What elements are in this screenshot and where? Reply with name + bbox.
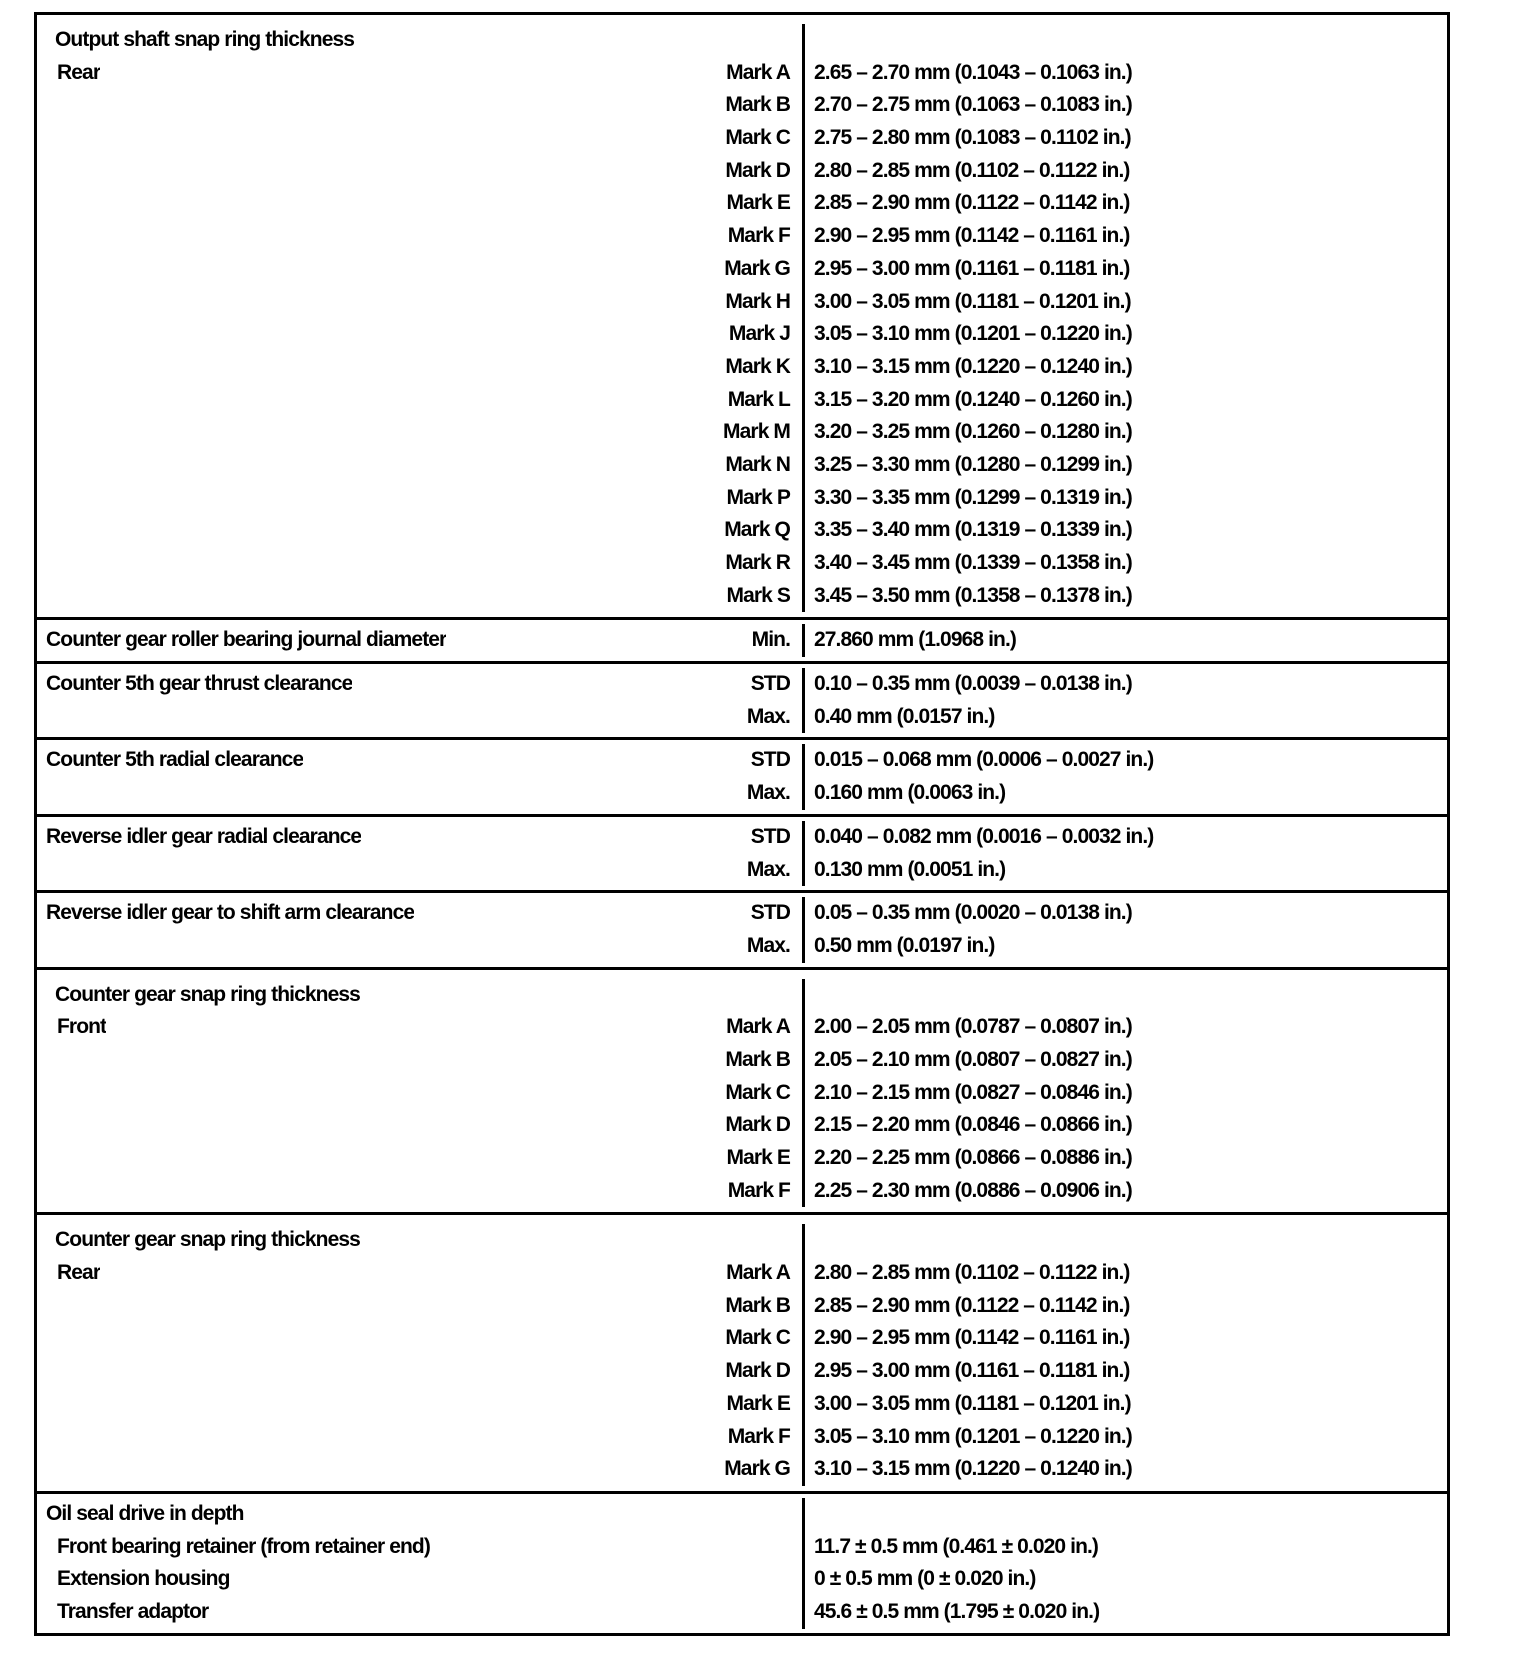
mark-label: Mark C [725, 126, 790, 150]
label-column [37, 897, 805, 962]
section-title: Counter 5th gear thrust clearance [46, 672, 353, 696]
spec-value: 3.00 – 3.05 mm (0.1181 – 0.1201 in.) [814, 289, 1131, 313]
spec-row-label [37, 1453, 802, 1486]
spec-table [34, 12, 1450, 1636]
spec-value: 3.05 – 3.10 mm (0.1201 – 0.1220 in.) [814, 1424, 1132, 1448]
spec-row-label [37, 897, 802, 930]
mark-label: Mark F [727, 1178, 790, 1202]
value-column [805, 897, 1447, 962]
spec-row-label [37, 1175, 802, 1208]
spec-row-label [37, 854, 802, 887]
spec-section-reverse-idler-shift-arm [37, 890, 1447, 966]
spec-value: 2.10 – 2.15 mm (0.0827 – 0.0846 in.) [814, 1080, 1132, 1104]
section-title: Reverse idler gear to shift arm clearance [46, 901, 415, 925]
mark-label: Mark E [726, 1146, 790, 1169]
mark-label: Mark A [726, 1015, 790, 1039]
mark-label: Mark C [725, 1326, 790, 1350]
mark-label: Mark Q [724, 518, 790, 542]
spec-value: 11.7 ± 0.5 mm (0.461 ± 0.020 in.) [814, 1534, 1099, 1558]
spec-value: 2.90 – 2.95 mm (0.1142 – 0.1161 in.) [814, 1326, 1130, 1350]
spec-row-label [37, 580, 802, 613]
spec-row-label [37, 416, 802, 449]
spec-value: 2.95 – 3.00 mm (0.1161 – 0.1181 in.) [814, 256, 1130, 280]
spec-value: 2.05 – 2.10 mm (0.0807 – 0.0827 in.) [814, 1047, 1132, 1071]
spec-value: 0.50 mm (0.0197 in.) [814, 933, 995, 957]
spec-row-label [37, 384, 802, 417]
spec-value: 0.10 – 0.35 mm (0.0039 – 0.0138 in.) [814, 672, 1132, 696]
spec-value: 0.015 – 0.068 mm (0.0006 – 0.0027 in.) [814, 748, 1154, 772]
spec-row-label [37, 701, 802, 734]
spec-value: 3.45 – 3.50 mm (0.1358 – 0.1378 in.) [814, 583, 1132, 607]
spec-row-label [37, 930, 802, 963]
value-column [805, 668, 1447, 733]
spec-row-label [37, 351, 802, 384]
mark-label: Mark B [725, 1293, 790, 1317]
section-title: Counter gear snap ring thickness [55, 1228, 360, 1252]
spec-section-oil-seal-depth [37, 1491, 1447, 1633]
label-column [37, 624, 805, 657]
spec-row-label [37, 821, 802, 854]
spec-row-label [37, 1077, 802, 1110]
spec-value: 27.860 mm (1.0968 in.) [814, 628, 1016, 652]
spec-row-label [37, 253, 802, 286]
spec-value: 0.05 – 0.35 mm (0.0020 – 0.0138 in.) [814, 901, 1132, 925]
item-label: Transfer adaptor [57, 1599, 209, 1623]
spec-value: 2.80 – 2.85 mm (0.1102 – 0.1122 in.) [814, 1261, 1130, 1285]
limit-label: STD [750, 901, 790, 925]
limit-label: Max. [746, 857, 790, 881]
label-column [37, 668, 805, 733]
spec-value: 2.80 – 2.85 mm (0.1102 – 0.1122 in.) [814, 158, 1130, 182]
spec-section-counter-5th-radial [37, 737, 1447, 813]
spec-row-label [37, 514, 802, 547]
spec-value: 45.6 ± 0.5 mm (1.795 ± 0.020 in.) [814, 1599, 1100, 1623]
spec-value: 3.05 – 3.10 mm (0.1201 – 0.1220 in.) [814, 322, 1132, 346]
spec-value: 3.30 – 3.35 mm (0.1299 – 0.1319 in.) [814, 485, 1132, 509]
limit-label: STD [750, 824, 790, 848]
sub-label: Front [57, 1015, 107, 1039]
mark-label: Mark J [728, 322, 790, 346]
spec-value: 3.15 – 3.20 mm (0.1240 – 0.1260 in.) [814, 387, 1132, 411]
mark-label: Mark E [726, 1391, 790, 1415]
section-title: Counter gear snap ring thickness [55, 982, 360, 1006]
value-column [805, 1498, 1447, 1629]
mark-label: Mark L [727, 387, 790, 411]
spec-value: 2.20 – 2.25 mm (0.0866 – 0.0886 in.) [814, 1146, 1132, 1169]
spec-section-counter-gear-journal [37, 617, 1447, 661]
spec-value: 2.85 – 2.90 mm (0.1122 – 0.1142 in.) [814, 1293, 1130, 1317]
sub-label: Rear [57, 60, 101, 84]
spec-value: 3.35 – 3.40 mm (0.1319 – 0.1339 in.) [814, 518, 1132, 542]
spec-row-label [37, 286, 802, 319]
limit-label: Max. [746, 781, 790, 805]
sub-label: Rear [57, 1261, 101, 1285]
spec-row-label [37, 482, 802, 515]
spec-row-label [37, 1109, 802, 1142]
limit-label: Max. [746, 704, 790, 728]
spec-value: 3.10 – 3.15 mm (0.1220 – 0.1240 in.) [814, 1457, 1132, 1481]
spec-row-label [37, 318, 802, 351]
label-column [37, 744, 805, 809]
value-column [805, 979, 1447, 1208]
spec-row-label [37, 1322, 802, 1355]
spec-row-label [37, 57, 802, 90]
mark-label: Mark G [724, 1457, 790, 1481]
spec-value: 2.15 – 2.20 mm (0.0846 – 0.0866 in.) [814, 1113, 1132, 1137]
spec-value: 2.65 – 2.70 mm (0.1043 – 0.1063 in.) [814, 60, 1132, 84]
label-column [37, 1498, 805, 1629]
section-title: Counter gear roller bearing journal diameter [46, 628, 447, 652]
mark-label: Mark A [726, 60, 790, 84]
spec-row-label [37, 449, 802, 482]
spec-section-output-shaft-snap-ring [37, 15, 1447, 617]
mark-label: Mark G [724, 256, 790, 280]
section-title: Reverse idler gear radial clearance [46, 824, 362, 848]
spec-value: 0.040 – 0.082 mm (0.0016 – 0.0032 in.) [814, 824, 1154, 848]
spec-row-label [37, 1011, 802, 1044]
section-title: Counter 5th radial clearance [46, 748, 304, 772]
spec-value: 0 ± 0.5 mm (0 ± 0.020 in.) [814, 1567, 1036, 1591]
limit-label: STD [750, 672, 790, 696]
spec-row-label [37, 668, 802, 701]
spec-row-label [37, 1142, 802, 1175]
spec-row-label [37, 1290, 802, 1323]
label-column [37, 1224, 805, 1486]
spec-row-label [37, 1257, 802, 1290]
spec-section-counter-5th-thrust [37, 661, 1447, 737]
mark-label: Mark D [725, 1359, 790, 1383]
spec-value: 2.00 – 2.05 mm (0.0787 – 0.0807 in.) [814, 1015, 1132, 1039]
spec-row-label [37, 1044, 802, 1077]
spec-row-label [37, 1421, 802, 1454]
spec-value: 3.25 – 3.30 mm (0.1280 – 0.1299 in.) [814, 452, 1132, 476]
spec-row-label [37, 547, 802, 580]
section-title: Output shaft snap ring thickness [55, 28, 355, 51]
spec-value: 3.40 – 3.45 mm (0.1339 – 0.1358 in.) [814, 551, 1132, 574]
value-column [805, 24, 1447, 612]
mark-label: Mark B [725, 93, 790, 117]
spec-row-label [37, 155, 802, 188]
spec-value: 2.70 – 2.75 mm (0.1063 – 0.1083 in.) [814, 93, 1132, 117]
mark-label: Mark F [727, 1424, 790, 1448]
mark-label: Mark D [725, 1113, 790, 1137]
spec-row-label [37, 187, 802, 220]
spec-row-label [37, 624, 802, 657]
mark-label: Mark D [725, 158, 790, 182]
spec-value: 2.75 – 2.80 mm (0.1083 – 0.1102 in.) [814, 126, 1131, 150]
value-column [805, 744, 1447, 809]
spec-value: 3.20 – 3.25 mm (0.1260 – 0.1280 in.) [814, 420, 1132, 444]
mark-label: Mark H [725, 289, 790, 313]
spec-row-label [37, 1388, 802, 1421]
value-column [805, 821, 1447, 886]
spec-value: 2.90 – 2.95 mm (0.1142 – 0.1161 in.) [814, 224, 1130, 248]
mark-label: Mark K [725, 354, 790, 378]
spec-section-reverse-idler-radial [37, 814, 1447, 890]
spec-section-counter-gear-snap-ring-front [37, 967, 1447, 1213]
mark-label: Mark C [725, 1080, 790, 1104]
spec-value: 3.10 – 3.15 mm (0.1220 – 0.1240 in.) [814, 354, 1132, 378]
limit-label: Max. [746, 933, 790, 957]
mark-label: Mark N [725, 452, 790, 476]
spec-row-label [37, 777, 802, 810]
mark-label: Mark B [725, 1047, 790, 1071]
spec-value: 2.85 – 2.90 mm (0.1122 – 0.1142 in.) [814, 191, 1130, 215]
mark-label: Mark E [726, 191, 790, 215]
mark-label: Mark F [727, 224, 790, 248]
section-title: Oil seal drive in depth [46, 1501, 244, 1525]
spec-value: 0.40 mm (0.0157 in.) [814, 704, 995, 728]
spec-row-label [37, 122, 802, 155]
spec-value: 3.00 – 3.05 mm (0.1181 – 0.1201 in.) [814, 1391, 1131, 1415]
spec-section-counter-gear-snap-ring-rear [37, 1212, 1447, 1491]
spec-value: 2.95 – 3.00 mm (0.1161 – 0.1181 in.) [814, 1359, 1130, 1383]
value-column [805, 624, 1447, 657]
label-column [37, 979, 805, 1208]
mark-label: Mark S [726, 583, 790, 607]
spec-value: 0.130 mm (0.0051 in.) [814, 857, 1006, 881]
item-label: Front bearing retainer (from retainer end) [57, 1534, 430, 1558]
mark-label: Mark R [725, 551, 790, 574]
mark-label: Mark P [726, 485, 790, 509]
spec-row-label [37, 1355, 802, 1388]
limit-label: STD [750, 748, 790, 772]
mark-label: Mark A [726, 1261, 790, 1285]
label-column [37, 24, 805, 612]
spec-row-label [37, 89, 802, 122]
spec-row-label [37, 744, 802, 777]
label-column [37, 821, 805, 886]
spec-row-label [37, 220, 802, 253]
item-label: Extension housing [57, 1567, 230, 1591]
spec-value: 2.25 – 2.30 mm (0.0886 – 0.0906 in.) [814, 1178, 1132, 1202]
limit-label: Min. [751, 628, 790, 652]
mark-label: Mark M [723, 420, 790, 444]
value-column [805, 1224, 1447, 1486]
spec-value: 0.160 mm (0.0063 in.) [814, 781, 1006, 805]
